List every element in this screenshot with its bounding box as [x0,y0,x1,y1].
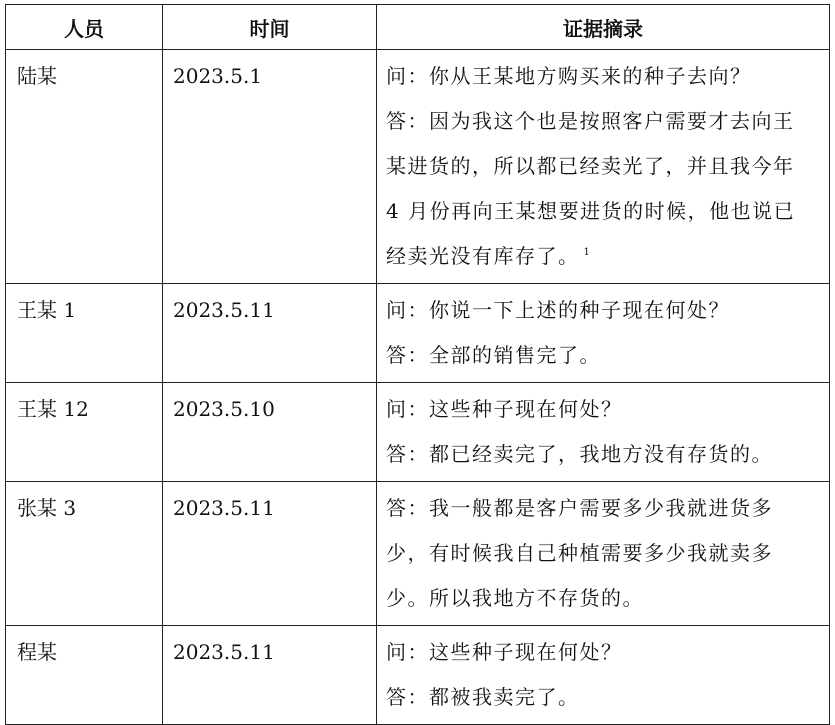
evidence-line [386,234,821,279]
person-cell: 程某 [6,626,163,725]
person-cell: 王某 12 [6,383,163,482]
evidence-cell [377,284,830,383]
time-cell: 2023.5.10 [163,383,377,482]
evidence-line: 问：这些种子现在何处？ [386,397,623,421]
time-cell: 2023.5.11 [163,482,377,626]
evidence-line: 答：都已经卖完了，我地方没有存货的。 [386,442,773,466]
header-person: 人员 [6,5,163,50]
evidence-table [5,4,830,725]
evidence-line: 问：这些种子现在何处？ [386,640,623,664]
table-header-row [6,5,830,50]
evidence-line: 答：我一般都是客户需要多少我就进货多 [386,496,773,520]
footnote-marker[interactable]: 1 [583,247,592,259]
evidence-line: 问：你说一下上述的种子现在何处？ [386,298,730,322]
evidence-line-text: 经卖光没有库存了。 [386,244,580,268]
header-evidence: 证据摘录 [377,5,830,50]
evidence-line: 4 月份再向王某想要进货的时候，他也说已 [386,199,796,223]
table-row [6,482,830,626]
time-cell: 2023.5.1 [163,50,377,284]
evidence-line: 某进货的，所以都已经卖光了，并且我今年 [386,154,795,178]
person-cell: 陆某 [6,50,163,284]
evidence-line: 问：你从王某地方购买来的种子去向？ [386,64,752,88]
evidence-line: 答：因为我这个也是按照客户需要才去向王 [386,109,795,133]
table-row [6,284,830,383]
evidence-line: 答：都被我卖完了。 [386,685,580,709]
evidence-cell [377,50,830,284]
evidence-cell [377,383,830,482]
person-cell: 王某 1 [6,284,163,383]
table-row [6,383,830,482]
evidence-line: 少。所以我地方不存货的。 [386,586,644,610]
table-row [6,626,830,725]
time-cell: 2023.5.11 [163,626,377,725]
evidence-cell [377,482,830,626]
evidence-line: 答：全部的销售完了。 [386,343,601,367]
time-cell: 2023.5.11 [163,284,377,383]
evidence-cell [377,626,830,725]
table-row [6,50,830,284]
person-cell: 张某 3 [6,482,163,626]
header-time: 时间 [163,5,377,50]
evidence-line: 少，有时候我自己种植需要多少我就卖多 [386,541,773,565]
